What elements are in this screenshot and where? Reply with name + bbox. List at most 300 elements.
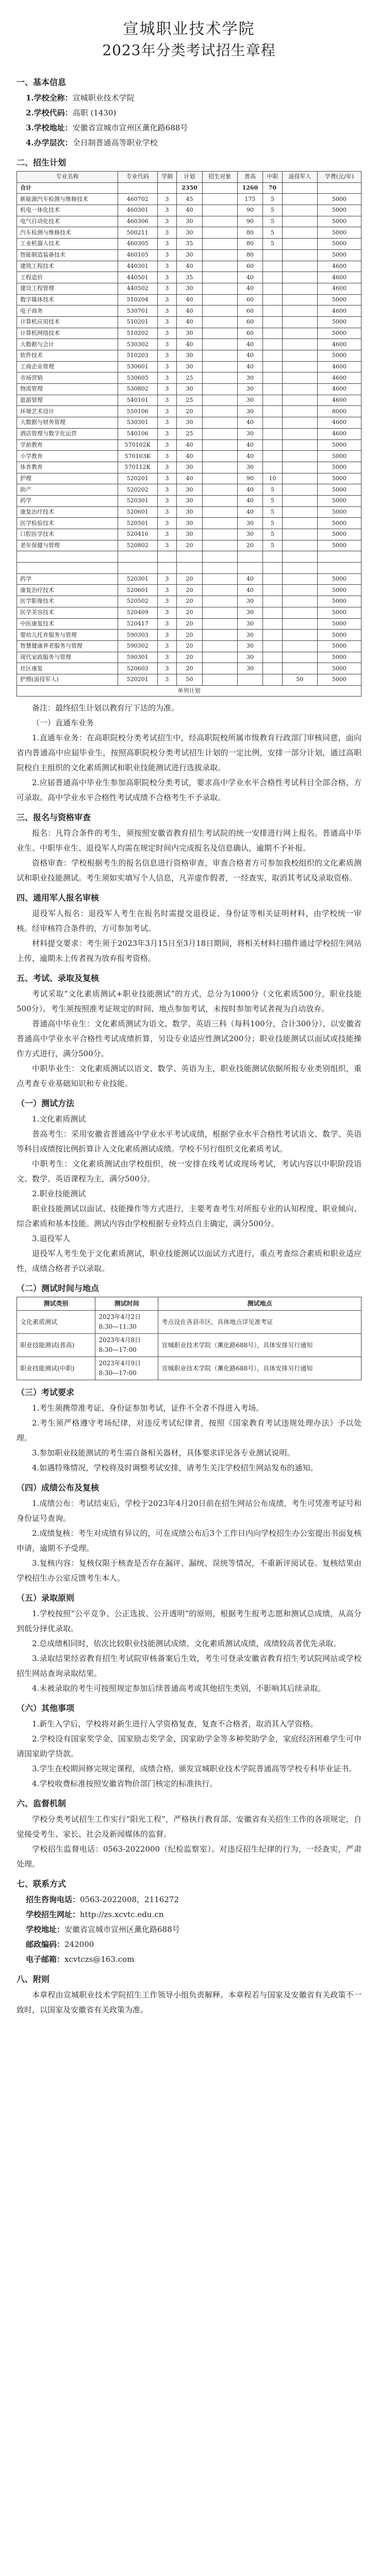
table-row [17,361,361,372]
table-cell: 40 [237,439,262,451]
table-row [17,674,361,685]
table-cell: 5000 [317,439,361,451]
table-cell [202,182,237,194]
table-row [17,462,361,473]
table-total-row [17,182,361,194]
table-cell [263,306,283,317]
table-cell: 3 [157,640,177,652]
table-cell: 30 [237,428,262,439]
table-row [17,216,361,227]
table-cell [202,540,237,551]
note-paragraph: 2.应届普通高中毕业生参加高职院校分类考试，要求高中学业水平合格性考试科目全部合格，方可录取。高中学业水平合格性考试成绩不合格考生不予录取。 [17,778,361,803]
table-cell: 20 [177,663,202,674]
table-cell [237,674,262,685]
table-row [17,518,361,529]
table-cell [263,406,283,417]
subsection-heading-other: （六）其他事项 [17,1703,75,1714]
table-cell [118,563,157,574]
table-cell: 40 [237,585,262,596]
table-cell: 30 [177,506,202,518]
table-cell: 计算机应用技术 [17,316,118,328]
table-cell: 25 [177,428,202,439]
scores-list [17,1496,361,1586]
table-row [17,630,361,641]
table-cell: 40 [237,417,262,429]
body-paragraph: 考试采取“文化素质测试+职业技能测试”的方式，总分为1000分（文化素质500分，职业技能500分）。考生须按照准考证规定的时间、地点参加考试，未按时参加考试者视为自动放弃。 [17,989,361,1014]
table-cell: 中医康复技术 [17,618,118,630]
table-cell: 90 [237,205,262,216]
table-cell [202,674,237,685]
table-cell: 5000 [317,618,361,630]
table-cell: 5000 [317,249,361,261]
table-cell: 60 [237,306,262,317]
table-cell [282,495,317,506]
table-row [17,406,361,417]
table-cell: 大数据与会计 [17,339,118,350]
table-cell: 30 [237,630,262,641]
table-cell: 医学美容技术 [17,607,118,618]
table-cell: 5 [263,529,283,540]
contact-label: 招生咨询电话： [26,1895,80,1905]
table-cell [202,350,237,362]
table-cell [17,563,118,574]
table-cell: 3 [157,618,177,630]
table-cell: 5000 [317,652,361,663]
table-cell: 530802 [118,384,157,395]
table-cell: 30 [237,518,262,529]
table-cell [202,361,237,372]
basic-info-label: 3.学校地址： [26,123,73,132]
table-cell [282,316,317,328]
table-cell: 3 [157,316,177,328]
table-cell: 40 [177,439,202,451]
table-cell: 80 [237,227,262,239]
table-cell: 5000 [317,462,361,473]
table-cell: 3 [157,294,177,306]
table-cell [317,563,361,574]
table-cell: 5000 [317,607,361,618]
table-cell: 3 [157,272,177,283]
table-cell: 530601 [118,361,157,372]
column-header: 退役军人 [282,172,317,183]
table-cell: 40 [177,316,202,328]
table-cell: 20 [177,652,202,663]
table-cell [282,182,317,194]
table-cell: 5000 [317,484,361,496]
table-cell: 460105 [118,249,157,261]
table-cell: 护理 [17,473,118,484]
section-heading-basic-info: 一、基本信息 [17,77,67,87]
table-cell [282,261,317,272]
table-row [17,261,361,272]
table-cell: 5000 [317,473,361,484]
table-cell [282,573,317,585]
table-cell: 5 [263,540,283,551]
table-cell: 3 [157,384,177,395]
table-cell: 20 [177,573,202,585]
table-cell: 520201 [118,674,157,685]
table-cell: 护理(退役军人) [17,674,118,685]
table-row [17,495,361,506]
table-cell: 40 [177,294,202,306]
table-row [17,417,361,429]
table-final-row [17,685,361,697]
table-cell: 电气自动化技术 [17,216,118,227]
contact-label: 学校招生网址： [26,1910,80,1920]
table-cell: 医学检验技术 [17,518,118,529]
table-cell: 口腔医学技术 [17,529,118,540]
table-cell [263,462,283,473]
list-item: 3.退役军人 [32,1234,71,1244]
table-cell: 40 [237,283,262,294]
table-cell: 大数据与财务管理 [17,417,118,429]
contact-item [26,1907,361,1922]
table-cell: 3 [157,205,177,216]
table-cell: 40 [177,473,202,484]
exam-schedule-table [17,1297,361,1380]
contact-value: 0563-2022008，2116272 [80,1895,179,1905]
table-cell [282,350,317,362]
table-cell: 40 [237,361,262,372]
table-cell: 40 [177,339,202,350]
exam-paragraphs [17,987,361,1091]
table-cell: 5 [263,216,283,227]
table-cell [263,294,283,306]
veterans-paragraphs [17,906,361,966]
table-cell [282,361,317,372]
table-cell: 510204 [118,294,157,306]
table-cell [202,495,237,506]
table-cell: 建设工程管理 [17,283,118,294]
table-cell [282,607,317,618]
table-cell [282,451,317,462]
table-cell: 3 [157,495,177,506]
table-cell: 40 [237,451,262,462]
table-cell: 30 [237,406,262,417]
table-cell: 2350 [177,182,202,194]
list-item: 4.未被录取的考生可按照规定参加后续普通高考或其他招生类别，不影响其后续录取。 [32,1684,326,1693]
table-cell: 20 [177,540,202,551]
table-cell [282,585,317,596]
subsection-heading-requirements: （三）考试要求 [17,1387,75,1398]
table-cell [282,205,317,216]
list-item: 3.录取结果经省教育招生考试院审核备案后生效，考生可登录安徽省教育招生考试院网站或学校招生网站查询录取结果。 [17,1654,361,1679]
table-cell [263,618,283,630]
table-cell [263,339,283,350]
table-cell: 8000 [317,406,361,417]
table-cell: 3 [157,529,177,540]
schedule-cell: 文化素质测试 [17,1311,95,1334]
table-row [17,350,361,362]
table-cell [282,216,317,227]
contact-value: 242000 [64,1940,94,1950]
table-cell [202,451,237,462]
table-cell [202,339,237,350]
table-cell [202,283,237,294]
table-cell: 社区康复 [17,663,118,674]
table-row [17,205,361,216]
table-cell: 5000 [317,205,361,216]
table-cell [263,596,283,607]
column-header: 招生对象 [202,172,237,183]
table-cell [202,607,237,618]
table-cell [202,306,237,317]
table-header-row [17,172,361,183]
body-paragraph: 学校分类考试招生工作实行“阳光工程”，严格执行教育部、安徽省有关招生工作的各项规定，自觉接受考生、家长、社会及新闻媒体的监督。 [17,1815,361,1839]
table-cell [177,551,202,563]
table-cell: 旅游管理 [17,395,118,406]
basic-info-item [26,91,361,106]
table-cell: 30 [177,361,202,372]
body-paragraph: 报名：凡符合条件的考生，须按照安徽省教育招生考试院的统一安排进行网上报名。普通高中毕业生、中职毕业生、退役军人均需在规定时间内完成报名及信息确认，逾期不予补报。 [17,828,361,853]
contact-value: xcvtczs@163.com [64,1955,135,1964]
table-cell: 590302 [118,640,157,652]
table-cell: 环境艺术设计 [17,406,118,417]
table-cell: 医学影像技术 [17,596,118,607]
table-cell [282,663,317,674]
table-cell: 5 [263,506,283,518]
section-heading-enrollment-plan: 二、招生计划 [17,158,67,167]
table-cell [202,316,237,328]
table-cell [263,551,283,563]
schedule-cell: 2023年4月2日 8:30—11:30 [95,1311,158,1334]
table-cell [157,551,177,563]
table-cell [317,551,361,563]
table-cell [282,283,317,294]
section-heading-contact: 七、联系方式 [17,1879,67,1889]
table-cell [202,484,237,496]
table-cell: 40 [177,306,202,317]
table-cell: 40 [237,339,262,350]
table-cell: 520301 [118,573,157,585]
table-cell [263,585,283,596]
table-cell [202,205,237,216]
list-item: 职业技能测试以面试、技能操作等方式进行，主要考查考生对所报专业的认知程度、职业倾向、综合素质和基本技能。测试内容由学校根据专业特点自主确定，满分500分。 [17,1204,361,1229]
table-cell: 康复治疗技术 [17,585,118,596]
table-cell: 20 [177,406,202,417]
table-cell: 440502 [118,283,157,294]
table-cell: 3 [157,306,177,317]
table-cell: 30 [237,384,262,395]
basic-info-item [26,121,361,135]
basic-info-item [26,135,361,150]
table-cell: 3 [157,372,177,384]
table-cell [282,249,317,261]
schedule-row [17,1334,361,1357]
list-item: 2.总成绩相同时，依次比较职业技能测试成绩、文化素质测试成绩，成绩较高者优先录取。 [32,1639,341,1649]
table-cell: 80 [237,249,262,261]
table-cell [282,239,317,250]
table-cell: 590301 [118,652,157,663]
table-cell: 520601 [118,506,157,518]
table-cell: 460702 [118,194,157,205]
table-cell [282,462,317,473]
table-cell: 20 [177,618,202,630]
table-cell: 175 [237,194,262,205]
table-cell: 5000 [317,663,361,674]
table-cell: 40 [237,484,262,496]
table-cell: 30 [237,372,262,384]
table-cell [263,283,283,294]
column-header: 专业名称 [17,172,118,183]
table-cell: 5 [263,194,283,205]
column-header: 计划 [177,172,202,183]
table-cell: 3 [157,417,177,429]
table-cell: 5000 [317,585,361,596]
table-cell [263,249,283,261]
table-row [17,640,361,652]
list-item: 2.职业技能测试 [32,1189,86,1199]
column-header: 学费(元/年) [317,172,361,183]
table-cell: 3 [157,573,177,585]
table-cell [202,573,237,585]
table-cell: 3 [157,506,177,518]
table-cell: 40 [177,205,202,216]
table-cell [282,652,317,663]
table-cell [282,406,317,417]
section-heading-appendix: 八、附则 [17,1974,50,1985]
contact-item [26,1937,361,1952]
table-cell [237,563,262,574]
table-cell: 5 [263,518,283,529]
table-cell: 康复治疗技术 [17,506,118,518]
table-cell [282,563,317,574]
table-cell [202,439,237,451]
table-cell [282,294,317,306]
table-cell: 工商企业管理 [17,361,118,372]
table-cell: 5000 [317,529,361,540]
table-row [17,328,361,339]
table-cell: 4600 [317,283,361,294]
table-cell: 新能源汽车检测与维修技术 [17,194,118,205]
table-cell [263,395,283,406]
table-cell: 3 [157,484,177,496]
table-cell: 30 [237,663,262,674]
table-row [17,618,361,630]
table-cell: 35 [177,272,202,283]
table-cell: 460301 [118,205,157,216]
table-cell [202,261,237,272]
table-cell: 4600 [317,339,361,350]
table-cell [202,618,237,630]
body-paragraph: 普通高中毕业生：文化素质测试为语文、数学、英语三科（每科100分，合计300分），以安徽省普通高中学业水平合格性考试成绩折算，另设专业适应性测试200分；职业技能测试以面试或技能操作方式进行，满分500分。 [17,1019,361,1059]
table-cell [202,652,237,663]
basic-info-value: 宣城职业技术学院 [72,93,135,103]
table-cell: 4600 [317,395,361,406]
list-item: 3.参加职业技能测试的考生需自备相关器材，具体要求详见各专业测试说明。 [32,1448,295,1458]
table-row [17,473,361,484]
table-row [17,573,361,585]
table-cell [118,551,157,563]
table-cell: 30 [237,529,262,540]
table-cell: 4600 [317,361,361,372]
table-cell: 4600 [317,372,361,384]
table-cell: 5000 [317,194,361,205]
list-item: 4.如遇特殊情况，学校将及时调整考试安排，请考生关注学校招生网站发布的通知。 [32,1463,318,1473]
list-item: 3.学生在校期间修完规定课程，成绩合格，颁发宣城职业技术学院普通高等学校专科毕业证书。 [32,1764,357,1774]
table-cell [282,506,317,518]
table-cell: 3 [157,239,177,250]
table-cell: 计算机网络技术 [17,328,118,339]
table-cell: 助产 [17,484,118,496]
table-cell [202,640,237,652]
table-cell: 5000 [317,451,361,462]
table-final-note: 单列计划 [17,685,361,697]
table-cell: 30 [177,283,202,294]
subsection-heading-admission: （五）录取原则 [17,1593,75,1603]
table-cell [157,563,177,574]
appendix-paragraphs [17,1988,361,2018]
table-cell [282,540,317,551]
table-cell: 590303 [118,630,157,641]
basic-info-value: 安徽省宣城市宣州区薰化路688号 [72,123,188,132]
table-cell: 60 [237,294,262,306]
basic-info-value: 全日制普通高等职业学校 [72,138,158,147]
table-cell [282,596,317,607]
table-cell: 520409 [118,607,157,618]
table-row [17,585,361,596]
table-cell: 25 [177,395,202,406]
table-cell: 540106 [118,428,157,439]
table-cell [282,227,317,239]
schedule-column-header: 测试时间 [95,1297,158,1311]
body-paragraph: 资格审查：学校根据考生的报名信息进行资格审查，审查合格者方可参加我校组织的文化素质测试和职业技能测试。考生须如实填写个人信息，凡弄虚作假者，一经查实，取消其考试及录取资格。 [17,858,361,883]
table-cell: 4600 [317,272,361,283]
table-cell: 3 [157,630,177,641]
list-item: 1.成绩公布：考试结束后，学校于2023年4月20日前在招生网站公布成绩，考生可凭准考证号和身份证号查询。 [17,1499,361,1523]
table-cell: 30 [177,518,202,529]
table-cell: 5000 [317,495,361,506]
table-cell: 30 [177,462,202,473]
table-cell [202,328,237,339]
table-cell: 30 [177,350,202,362]
table-cell [263,417,283,429]
table-cell: 500211 [118,227,157,239]
table-cell: 3 [157,339,177,350]
table-cell [282,194,317,205]
document-title: 宣城职业技术学院 [123,20,255,38]
list-item: 退役军人考生免于文化素质测试，职业技能测试以面试方式进行，重点考查综合素质和职业适应性，成绩合格者予以录取。 [17,1249,361,1274]
table-cell: 520201 [118,473,157,484]
table-cell: 520416 [118,529,157,540]
table-cell: 570112K [118,462,157,473]
table-cell [202,272,237,283]
note-paragraph: （一）直通车业务 [32,718,94,728]
table-cell: 30 [237,395,262,406]
table-cell: 5 [263,495,283,506]
table-cell [282,529,317,540]
basic-info-item [26,106,361,121]
table-cell: 40 [177,261,202,272]
schedule-cell: 考点设在各县市区，具体地点详见准考证 [158,1311,361,1334]
table-cell: 5000 [317,239,361,250]
table-cell [263,384,283,395]
body-paragraph: 本章程由宣城职业技术学院招生工作领导小组负责解释。本章程若与国家及安徽省有关政策不一致时，以国家及安徽省有关政策为准。 [17,1990,361,2015]
table-cell [282,328,317,339]
section-heading-exam: 五、考试、录取及复核 [17,973,100,984]
schedule-column-header: 测试地点 [158,1297,361,1311]
section-heading-registration: 三、报名与资格审查 [17,812,91,823]
table-cell: 570102K [118,439,157,451]
table-cell: 3 [157,328,177,339]
table-cell [202,417,237,429]
table-row [17,239,361,250]
table-row [17,372,361,384]
table-cell: 520301 [118,495,157,506]
table-cell [202,239,237,250]
table-cell: 20 [177,607,202,618]
table-row [17,540,361,551]
